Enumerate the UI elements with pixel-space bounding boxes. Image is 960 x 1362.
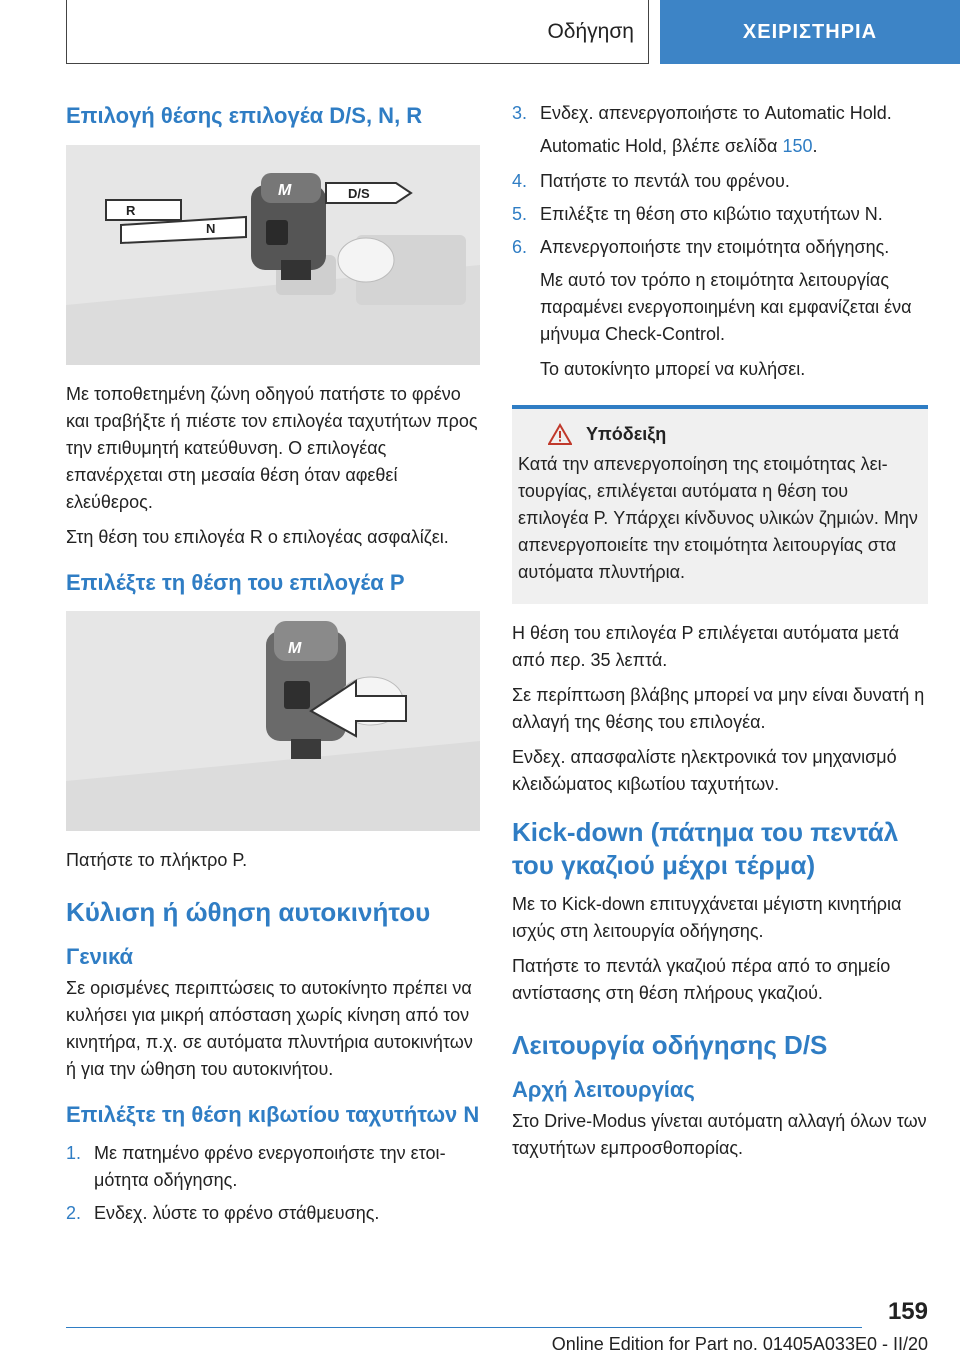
- step-number: 5.: [512, 204, 528, 224]
- paragraph-press-p: Πατήστε το πλήκτρο P.: [66, 850, 248, 871]
- header-chapter-tab[interactable]: [660, 0, 960, 64]
- warning-icon: [548, 423, 572, 445]
- reference-period: .: [812, 136, 818, 156]
- step-number: 4.: [512, 171, 528, 191]
- step-6-detail: Με αυτό τον τρόπο η ετοιμότητα λειτουργίας παραμένει ενεργοποιημένη και εμφανίζεται ένα μήνυμα Check-Control.: [540, 270, 912, 344]
- label-r: R: [126, 202, 136, 218]
- figure-gear-selector-p: [66, 611, 480, 831]
- p-button-illustration: [66, 611, 480, 831]
- m-logo-2: M: [288, 640, 302, 658]
- step-1: [66, 1140, 480, 1194]
- heading-ds-mode: Λειτουργία οδήγησης D/S: [512, 1030, 828, 1060]
- step-text: Απενεργοποιήστε την ετοιμότητα οδήγησης.: [540, 237, 890, 257]
- paragraph-principle: Στο Drive-Modus γίνεται αυτόματη αλλαγή όλων των ταχυτήτων εμπροσθοπορίας.: [512, 1111, 927, 1159]
- step-text: Επιλέξτε τη θέση στο κιβώτιο ταχυτήτων N.: [540, 204, 883, 224]
- footer-divider: [66, 1327, 862, 1328]
- step-text: Με πατημένο φρένο ενεργοποιήστε την ετοιμότητα οδήγησης.: [94, 1142, 446, 1190]
- paragraph-general: Σε ορισμένες περιπτώσεις το αυτοκίνητο πρέπει να κυλήσει για μικρή απόσταση χωρίς κίνηση από τον κινητήρα, π.χ. σε αυτόματα πλυντήρια αυτοκινήτων ή για την ώθηση του αυτοκινήτου.: [66, 978, 473, 1080]
- paragraph-kick-1: Με το Kick-down επιτυγχάνεται μέγιστη κινητήρια ισχύς στη λειτουργία οδήγησης.: [512, 894, 902, 941]
- paragraph-unlock: Ενδεχ. απασφαλίστε ηλεκτρονικά τον μηχανισμό κλειδώματος κιβωτίου ταχυτήτων.: [512, 747, 897, 794]
- heading-principle: Αρχή λειτουργίας: [512, 1076, 695, 1102]
- label-n: N: [206, 220, 216, 236]
- paragraph-select-1: Με τοποθετημένη ζώνη οδηγού πατήστε το φρένο και τραβήξτε ή πιέστε τον επιλογέα ταχυτήτων προς την επιθυμητή κατεύθυνση. Ο επιλογέας επανέρχεται στη μεσαία θέση όταν αφεθεί ελεύθερος.: [66, 383, 478, 512]
- heading-kickdown: Kick-down (πάτημα του πεντάλ του γκαζιού μέχρι τέρμα): [512, 817, 899, 880]
- steps-list-right-2: [512, 168, 928, 261]
- paragraph-fault: Σε περίπτωση βλάβης μπορεί να μην είναι δυνατή η αλλαγή της θέσης του επιλογέα.: [512, 685, 925, 732]
- step-3: [512, 100, 928, 127]
- step-number: 1.: [66, 1142, 82, 1163]
- step-3-reference: [512, 133, 928, 160]
- steps-list-left: [66, 1140, 480, 1227]
- section-title: Οδήγηση: [547, 19, 634, 43]
- reference-text: Automatic Hold, βλέπε σελίδα: [540, 136, 778, 156]
- label-ds: D/S: [348, 185, 370, 201]
- page-number: 159: [887, 1298, 928, 1325]
- note-title: Υπόδειξη: [586, 423, 667, 444]
- step-4: [512, 168, 928, 195]
- note-text: Κατά την απενεργοποίηση της ετοιμότητας λειτουργίας, επιλέγεται αυτόματα η θέση του επιλογέα P. Υπάρχει κίνδυνος υλικών ζημιών. Μην απενεργοποιείτε την ετοιμότητα λειτουργίας στα αυτόματα πλυντήρια.: [518, 454, 918, 582]
- chapter-title: ΧΕΙΡΙΣΤΗΡΙΑ: [742, 20, 878, 43]
- step-number: 3.: [512, 103, 528, 123]
- heading-select-dsnr: Επιλογή θέσης επιλογέα D/S, N, R: [66, 103, 423, 128]
- note-header: [518, 423, 920, 445]
- warning-note: [512, 405, 928, 604]
- header-section: [66, 0, 649, 64]
- gear-selector-illustration: [66, 145, 480, 365]
- m-logo: M: [278, 181, 292, 199]
- right-column: [512, 100, 928, 1170]
- step-number: 2.: [66, 1202, 82, 1223]
- step-number: 6.: [512, 237, 528, 257]
- heading-roll: Κύλιση ή ώθηση αυτοκινήτου: [66, 897, 431, 928]
- heading-general: Γενικά: [66, 943, 134, 969]
- paragraph-kick-2: Πατήστε το πεντάλ γκαζιού πέρα από το σημείο αντίστασης στη θέση πλήρους γκαζιού.: [512, 956, 891, 1003]
- paragraph-auto-p: Η θέση του επιλογέα P επιλέγεται αυτόματα μετά από περ. 35 λεπτά.: [512, 623, 899, 670]
- step-text: Ενδεχ. απενεργοποιήστε το Automatic Hold.: [540, 103, 892, 123]
- step-text: Ενδεχ. λύστε το φρένο στάθμευσης.: [94, 1202, 380, 1223]
- steps-list-right: [512, 100, 928, 127]
- step-2: [66, 1200, 480, 1227]
- footer-edition: Online Edition for Part no. 01405A033E0 - II/20: [551, 1334, 928, 1354]
- step-5: [512, 201, 928, 228]
- paragraph-select-2: Στη θέση του επιλογέα R ο επιλογέας ασφαλίζει.: [66, 526, 449, 547]
- left-column: [66, 92, 480, 1233]
- step-6: [512, 234, 928, 261]
- step-6-result: Το αυτοκίνητο μπορεί να κυλήσει.: [540, 359, 806, 379]
- heading-select-n: Επιλέξτε τη θέση κιβωτίου ταχυτήτων N: [66, 1102, 480, 1128]
- step-text: Πατήστε το πεντάλ του φρένου.: [540, 171, 790, 191]
- page-link-150[interactable]: 150: [782, 136, 813, 156]
- heading-select-p: Επιλέξτε τη θέση του επιλογέα P: [66, 569, 405, 595]
- figure-gear-selector-dsnr: [66, 145, 480, 365]
